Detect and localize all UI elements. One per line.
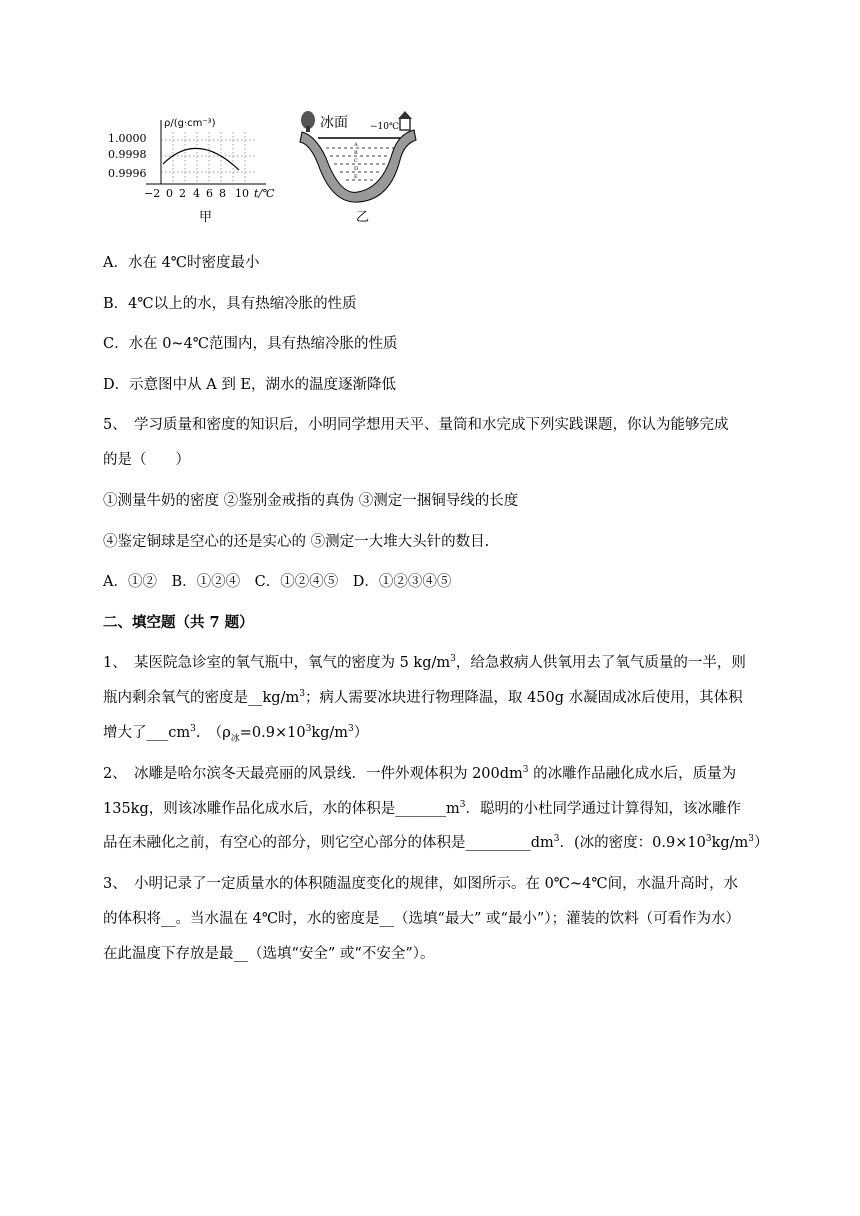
svg-text:E: E <box>354 174 358 180</box>
x-axis-unit: t/℃ <box>254 187 275 200</box>
fill2-line2: 135kg，则该冰雕作品化成水后，水的体积是$\_\_\_\_\_\_\_m^3$．聪明的小杜同学通过计算得知，该冰雕作 <box>103 800 741 817</box>
x-tick-1: −2 <box>144 187 161 200</box>
x-tick-3: 2 <box>179 187 186 200</box>
fill3-line2: 的体积将__。当水温在 4℃时，水的密度是__（选填“最大” 或“最小”）；灌装的饮料（可看作为水） <box>103 911 741 927</box>
y-tick-3: 0.9996 <box>108 167 147 180</box>
caption-jia: 甲 <box>199 210 213 225</box>
x-tick-5: 6 <box>206 187 213 200</box>
x-tick-7: 10 <box>235 187 249 200</box>
x-tick-4: 4 <box>193 187 200 200</box>
ice-surface-label: 冰面 <box>320 115 348 131</box>
fill1-line3: 增大了$\_\_\_cm^3$. $(\rho_冰=0.9\times 10^3kg/m^3)$ <box>103 724 369 744</box>
fill1-line1: 1、 某医院急诊室的氧气瓶中，氧气的密度为 5 $kg/m^3$，给急救病人供氧用去了氧气质量的一半，则 <box>103 654 746 671</box>
x-tick-6: 8 <box>219 187 226 200</box>
svg-text:A: A <box>354 142 358 148</box>
fill2-line1: 2、 冰雕是哈尔滨冬天最亮丽的风景线．一件外观体积为 $200dm^3$ 的冰雕作品融化成水后，质量为 <box>103 765 737 782</box>
fill3-line1: 3、 小明记录了一定质量水的体积随温度变化的规律，如图所示。在 0℃~4℃间，水温升高时，水 <box>103 876 739 892</box>
density-curve <box>163 148 239 170</box>
y-tick-1: 1.0000 <box>108 132 147 145</box>
fill3-line3: 在此温度下存放是最__（选填“安全” 或“不安全”）。 <box>103 946 435 962</box>
q4-option-a: A．水在 4℃时密度最小 <box>103 255 260 271</box>
figure-jia-density-graph <box>106 112 286 227</box>
q5-stem-line1: 5、 学习质量和密度的知识后，小明同学想用天平、量筒和水完成下列实践课题，你认为能够完成 <box>103 417 729 433</box>
q5-item-line1: ①测量牛奶的密度 ②鉴别金戒指的真伪 ③测定一捆铜导线的长度 <box>103 493 519 509</box>
q5-options: A．①② B．①②④ C．①②④⑤ D．①②③④⑤ <box>103 574 452 590</box>
svg-text:D: D <box>354 166 359 172</box>
y-axis-unit: ρ/(g·cm⁻³) <box>164 118 216 129</box>
section-title: 二、填空题（共 7 题） <box>103 614 254 631</box>
q5-stem-line2: 的是（ ） <box>103 452 190 468</box>
fill2-line3: 品在未融化之前，有空心的部分，则它空心部分的体积是$\_\_\_\_\_\_\_\_\_dm^3$．(冰的密度：$0.9\times 10^3kg/m^3$） <box>103 834 769 851</box>
y-tick-2: 0.9998 <box>108 148 147 161</box>
svg-text:C: C <box>354 158 358 164</box>
q4-option-b: B．4℃以上的水，具有热缩冷胀的性质 <box>103 296 357 312</box>
temperature-label: −10℃ <box>370 122 400 132</box>
fill1-line2: 瓶内剩余氧气的密度是$\_\_kg/m^3$；病人需要冰块进行物理降温，取 450g 水凝固成冰后使用，其体积 <box>103 689 743 706</box>
figure-yi-lake-diagram <box>296 108 426 226</box>
q4-option-c: C．水在 0~4℃范围内，具有热缩冷胀的性质 <box>103 336 398 352</box>
house-icon <box>398 111 412 130</box>
caption-yi: 乙 <box>356 210 370 225</box>
svg-text:B: B <box>354 150 358 156</box>
x-tick-2: 0 <box>166 187 173 200</box>
q5-item-line2: ④鉴定铜球是空心的还是实心的 ⑤测定一大堆大头针的数目. <box>103 534 490 550</box>
q4-option-d: D．示意图中从 A 到 E，湖水的温度逐渐降低 <box>103 377 397 393</box>
tree-icon <box>301 111 315 132</box>
